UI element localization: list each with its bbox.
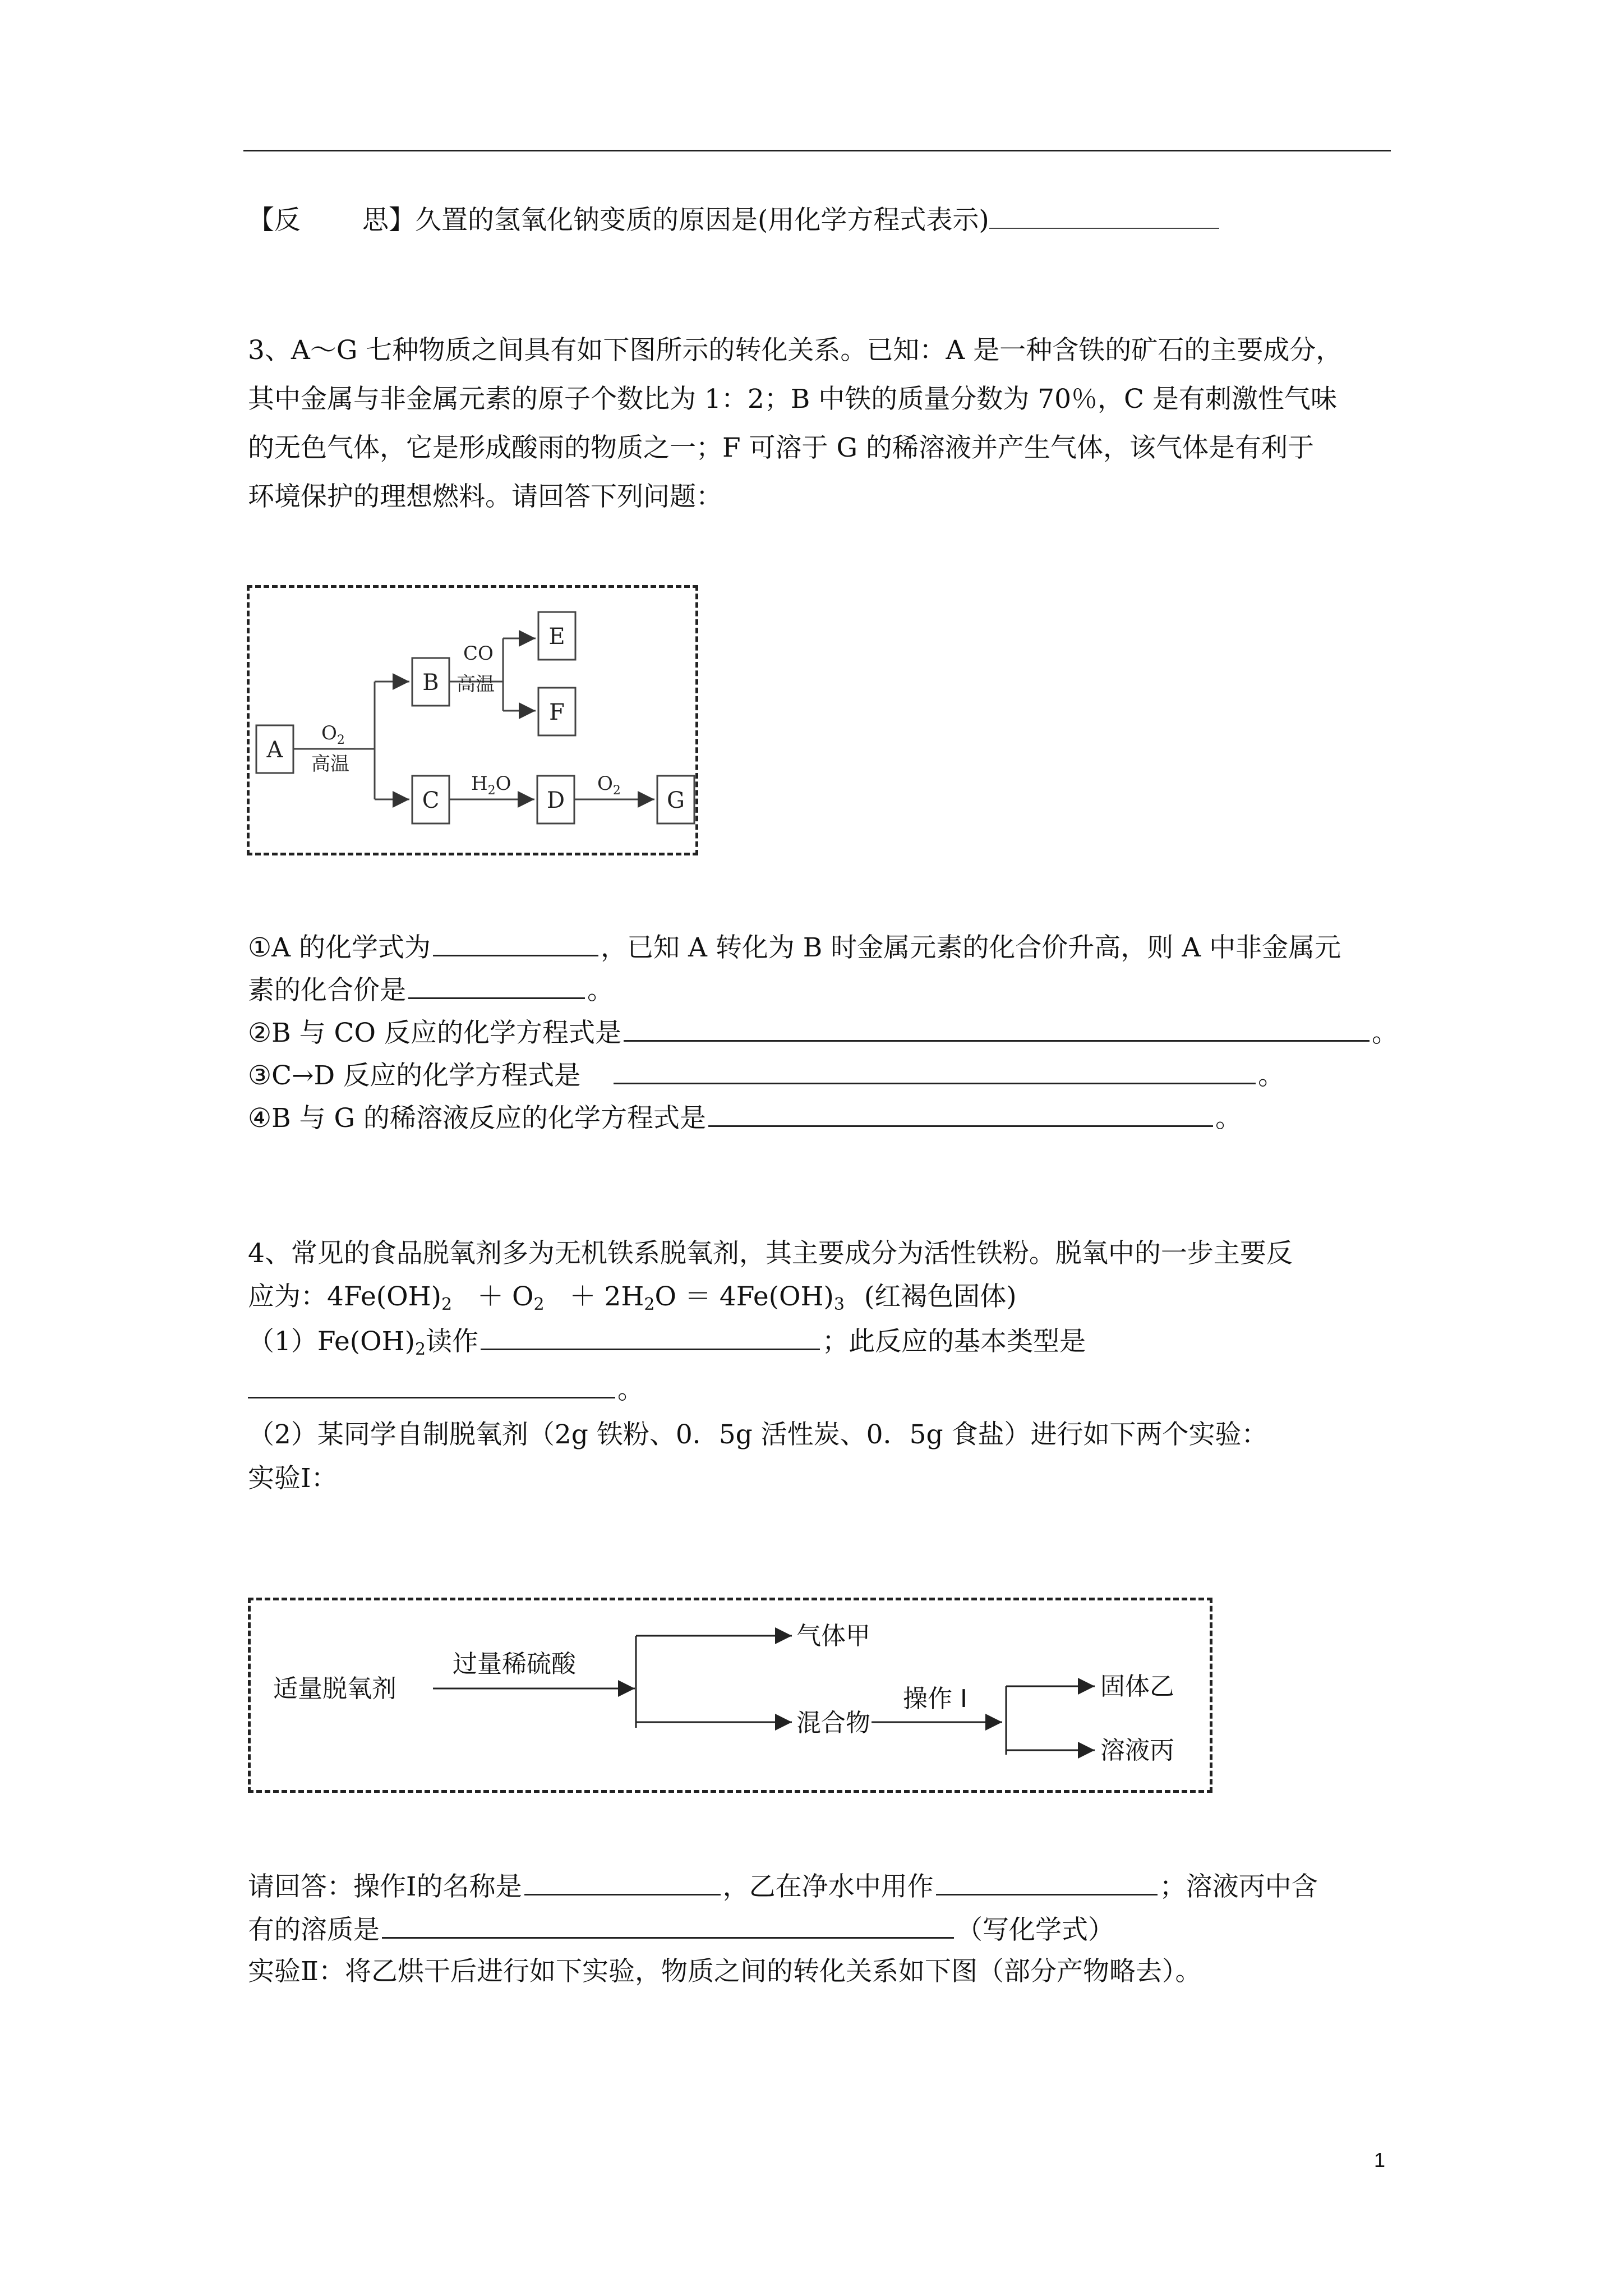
answer-blank[interactable] — [989, 203, 1219, 229]
q3-line-1: 3、A～G 七种物质之间具有如下图所示的转化关系。已知：A 是一种含铁的矿石的主要成分， — [248, 335, 1343, 366]
q3-sub4-line — [248, 1099, 1242, 1135]
q3-sub1-line — [248, 929, 1341, 965]
q3-sub1-line-2 — [248, 972, 614, 1007]
answer-blank[interactable] — [936, 1868, 1158, 1895]
label-h2o: $H_2O$ — [471, 772, 511, 798]
flow-operation-label: 操作 I — [903, 1685, 967, 1713]
q4-answer-line-1 — [248, 1868, 1318, 1904]
q3-line-4: 环境保护的理想燃料。请回答下列问题： — [248, 481, 722, 512]
q4-exp2-line: 实验Ⅱ：将乙烘干后进行如下实验，物质之间的转化关系如下图（部分产物略去）。 — [248, 1956, 1202, 1987]
subscript: 3 — [833, 1295, 845, 1314]
q4-exp1-label: 实验Ⅰ： — [248, 1463, 338, 1494]
subscript: 2 — [414, 1340, 426, 1359]
answer-blank[interactable] — [248, 1371, 615, 1398]
flow-mixture-label: 混合物 — [796, 1709, 870, 1737]
q3-sub2-text: ②B 与 CO 反应的化学方程式是 — [248, 1018, 621, 1048]
node-e-label: E — [548, 624, 565, 650]
q4-part2-line: （2）某同学自制脱氧剂（2g 铁粉、0．5g 活性炭、0．5g 食盐）进行如下两个实验： — [248, 1419, 1268, 1450]
q4-equation-part: ＋ 2H — [569, 1281, 644, 1312]
q4-part1-text: （1）Fe(OH) — [248, 1326, 415, 1357]
q3-reaction-diagram — [247, 585, 698, 855]
q4-part1-line — [248, 1323, 1086, 1366]
q3-sub3-text: ③C→D 反应的化学方程式是 — [248, 1060, 581, 1091]
q3-sub1-text-a: ①A 的化学式为 — [248, 932, 431, 963]
flow-reagent-label: 过量稀硫酸 — [453, 1650, 576, 1678]
subscript: 2 — [441, 1295, 453, 1314]
period: 。 — [1215, 1103, 1242, 1134]
label-gaowen-b: 高温 — [457, 673, 495, 696]
q4-part1-text: ；此反应的基本类型是 — [822, 1326, 1086, 1357]
period: 。 — [617, 1374, 644, 1405]
label-o2-d: $O_2$ — [597, 772, 621, 798]
q4-answer-line-2 — [248, 1911, 1114, 1947]
q4-part1-line-2 — [248, 1371, 644, 1407]
header-rule — [243, 150, 1391, 151]
answer-blank[interactable] — [614, 1057, 1256, 1084]
reflection-line — [248, 203, 1219, 237]
q4-line-1: 4、常见的食品脱氧剂多为无机铁系脱氧剂，其主要成分为活性铁粉。脱氧中的一步主要反 — [248, 1238, 1293, 1269]
answer-blank[interactable] — [524, 1868, 721, 1895]
answer-blank[interactable] — [382, 1911, 954, 1939]
label-co: CO — [463, 642, 494, 665]
flow-start-label: 适量脱氧剂 — [273, 1674, 396, 1703]
node-f-label: F — [549, 700, 565, 725]
flow-solution-label: 溶液丙 — [1100, 1736, 1174, 1765]
reflection-bracket-open: 【反 — [248, 205, 301, 236]
page-number: 1 — [1374, 2148, 1386, 2171]
subscript: 2 — [644, 1295, 655, 1314]
flow-solid-label: 固体乙 — [1100, 1672, 1174, 1701]
period: 。 — [1258, 1060, 1285, 1091]
period: 。 — [1372, 1018, 1398, 1048]
answer-blank[interactable] — [708, 1099, 1213, 1127]
q3-sub2-line — [248, 1014, 1398, 1050]
q3-line-2: 其中金属与非金属元素的原子个数比为 1：2；B 中铁的质量分数为 70％，C 是有刺激性气味 — [248, 384, 1337, 415]
q4-equation-part: (红褐色固体) — [864, 1281, 1017, 1312]
reflection-text: 思】久置的氢氧化钠变质的原因是(用化学方程式表示) — [362, 205, 989, 236]
q4-answer-text: （写化学式） — [956, 1915, 1114, 1945]
q4-answer-text: ，乙在净水中用作 — [722, 1871, 934, 1902]
q4-equation-part: 应为：4Fe(OH) — [248, 1281, 441, 1312]
q4-answer-text: ；溶液丙中含 — [1159, 1871, 1318, 1902]
q3-sub4-text: ④B 与 G 的稀溶液反应的化学方程式是 — [248, 1103, 707, 1134]
label-gaowen-a: 高温 — [311, 753, 349, 775]
q4-answer-text: 请回答：操作Ⅰ的名称是 — [248, 1871, 522, 1902]
node-d-label: D — [546, 788, 565, 813]
q3-sub3-line — [248, 1057, 1284, 1093]
flow-gas-label: 气体甲 — [796, 1622, 870, 1650]
period: 。 — [587, 975, 614, 1006]
q3-sub1-text-c: 素的化合价是 — [248, 975, 406, 1006]
node-a-label: A — [266, 737, 283, 763]
q3-line-3: 的无色气体，它是形成酸雨的物质之一；F 可溶于 G 的稀溶液并产生气体，该气体是有利于 — [248, 432, 1314, 463]
answer-blank[interactable] — [433, 929, 598, 956]
node-g-label: G — [667, 788, 685, 813]
q4-flow-diagram — [248, 1598, 1212, 1793]
answer-blank[interactable] — [624, 1014, 1370, 1042]
node-b-label: B — [422, 670, 439, 696]
q3-sub1-text-b: ，已知 A 转化为 B 时金属元素的化合价升高，则 A 中非金属元 — [601, 932, 1341, 963]
q4-line-2 — [248, 1280, 1017, 1322]
q4-equation-part: ＋ O — [477, 1281, 534, 1312]
q4-equation-part: O ＝ 4Fe(OH) — [654, 1281, 834, 1312]
answer-blank[interactable] — [481, 1323, 820, 1350]
q4-answer-text: 有的溶质是 — [248, 1915, 380, 1945]
answer-blank[interactable] — [408, 972, 585, 999]
subscript: 2 — [533, 1295, 545, 1314]
label-o2-a: $O_2$ — [321, 722, 345, 747]
node-c-label: C — [422, 788, 440, 813]
q4-part1-text: 读作 — [426, 1326, 479, 1357]
